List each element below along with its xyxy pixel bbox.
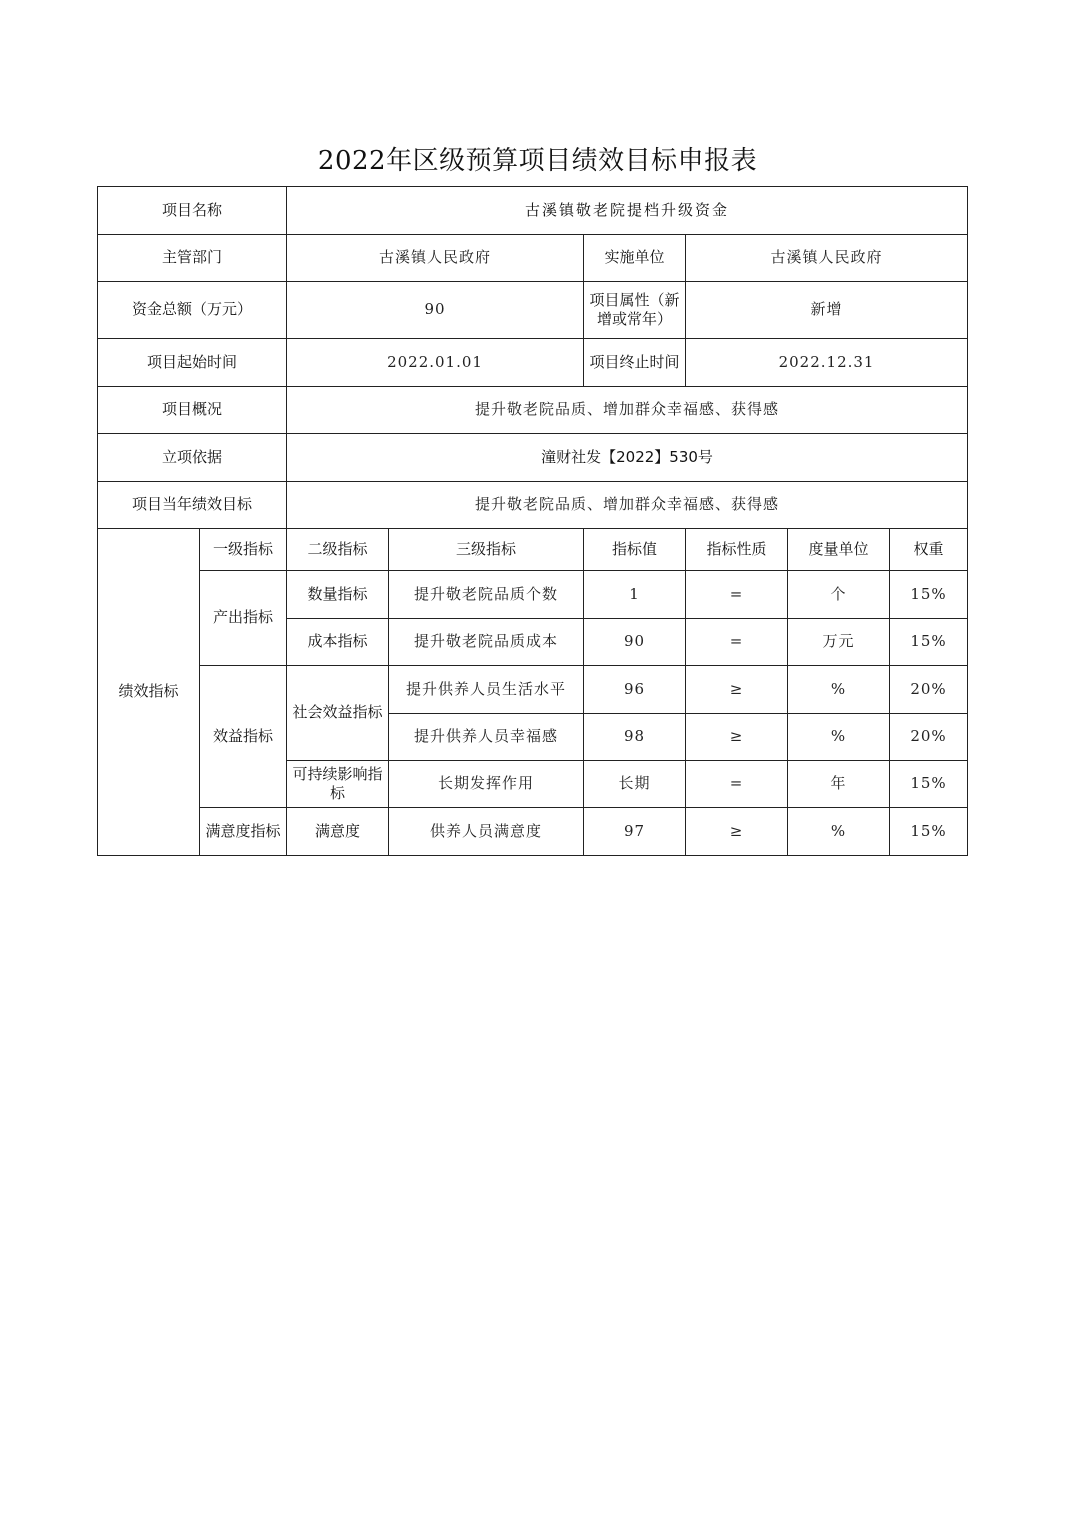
level3-cell: 提升敬老院品质个数 bbox=[389, 571, 584, 619]
value-cell: 98 bbox=[584, 714, 686, 761]
table-row bbox=[98, 571, 968, 619]
header-level2: 二级指标 bbox=[287, 529, 389, 571]
row-project-name bbox=[98, 187, 968, 235]
start-label: 项目起始时间 bbox=[98, 339, 287, 387]
page-title: 2022年区级预算项目绩效目标申报表 bbox=[317, 146, 758, 176]
weight-cell: 15% bbox=[890, 761, 968, 808]
overview-label: 项目概况 bbox=[98, 387, 287, 434]
end-label: 项目终止时间 bbox=[584, 339, 686, 387]
perf-label: 绩效指标 bbox=[98, 529, 200, 856]
header-level3: 三级指标 bbox=[389, 529, 584, 571]
weight-cell: 15% bbox=[890, 571, 968, 619]
attr-value: 新增 bbox=[686, 282, 968, 339]
nature-cell: ≥ bbox=[686, 714, 788, 761]
level2-satisfaction: 满意度 bbox=[287, 808, 389, 856]
row-overview bbox=[98, 387, 968, 434]
unit-cell: 年 bbox=[788, 761, 890, 808]
project-name-label: 项目名称 bbox=[98, 187, 287, 235]
level1-satisfaction: 满意度指标 bbox=[200, 808, 287, 856]
goal-value: 提升敬老院品质、增加群众幸福感、获得感 bbox=[287, 482, 968, 529]
nature-cell: ≥ bbox=[686, 666, 788, 714]
start-value: 2022.01.01 bbox=[287, 339, 584, 387]
performance-form-table bbox=[97, 186, 968, 856]
amount-label: 资金总额（万元） bbox=[98, 282, 287, 339]
nature-cell: = bbox=[686, 761, 788, 808]
level3-cell: 提升供养人员生活水平 bbox=[389, 666, 584, 714]
dept-value: 古溪镇人民政府 bbox=[287, 235, 584, 282]
row-amount bbox=[98, 282, 968, 339]
basis-value: 潼财社发【2022】530号 bbox=[287, 434, 968, 482]
unit-cell: % bbox=[788, 714, 890, 761]
row-department bbox=[98, 235, 968, 282]
header-level1: 一级指标 bbox=[200, 529, 287, 571]
row-goal bbox=[98, 482, 968, 529]
header-nature: 指标性质 bbox=[686, 529, 788, 571]
value-cell: 长期 bbox=[584, 761, 686, 808]
value-cell: 1 bbox=[584, 571, 686, 619]
basis-label: 立项依据 bbox=[98, 434, 287, 482]
project-name-value: 古溪镇敬老院提档升级资金 bbox=[287, 187, 968, 235]
level3-cell: 提升供养人员幸福感 bbox=[389, 714, 584, 761]
level3-cell: 提升敬老院品质成本 bbox=[389, 619, 584, 666]
overview-value: 提升敬老院品质、增加群众幸福感、获得感 bbox=[287, 387, 968, 434]
end-value: 2022.12.31 bbox=[686, 339, 968, 387]
value-cell: 90 bbox=[584, 619, 686, 666]
impl-label: 实施单位 bbox=[584, 235, 686, 282]
unit-cell: % bbox=[788, 666, 890, 714]
value-cell: 97 bbox=[584, 808, 686, 856]
unit-cell: % bbox=[788, 808, 890, 856]
row-basis bbox=[98, 434, 968, 482]
row-dates bbox=[98, 339, 968, 387]
nature-cell: ≥ bbox=[686, 808, 788, 856]
value-cell: 96 bbox=[584, 666, 686, 714]
weight-cell: 15% bbox=[890, 808, 968, 856]
header-value: 指标值 bbox=[584, 529, 686, 571]
level3-cell: 供养人员满意度 bbox=[389, 808, 584, 856]
level2-sustainable: 可持续影响指标 bbox=[287, 761, 389, 808]
nature-cell: = bbox=[686, 571, 788, 619]
dept-label: 主管部门 bbox=[98, 235, 287, 282]
level2-cost: 成本指标 bbox=[287, 619, 389, 666]
weight-cell: 20% bbox=[890, 666, 968, 714]
level1-output: 产出指标 bbox=[200, 571, 287, 666]
table-row bbox=[98, 808, 968, 856]
header-unit: 度量单位 bbox=[788, 529, 890, 571]
header-weight: 权重 bbox=[890, 529, 968, 571]
nature-cell: = bbox=[686, 619, 788, 666]
amount-value: 90 bbox=[287, 282, 584, 339]
weight-cell: 15% bbox=[890, 619, 968, 666]
level1-benefit: 效益指标 bbox=[200, 666, 287, 808]
unit-cell: 个 bbox=[788, 571, 890, 619]
level2-social: 社会效益指标 bbox=[287, 666, 389, 761]
weight-cell: 20% bbox=[890, 714, 968, 761]
level3-cell: 长期发挥作用 bbox=[389, 761, 584, 808]
impl-value: 古溪镇人民政府 bbox=[686, 235, 968, 282]
attr-label: 项目属性（新增或常年） bbox=[584, 282, 686, 339]
goal-label: 项目当年绩效目标 bbox=[98, 482, 287, 529]
level2-quantity: 数量指标 bbox=[287, 571, 389, 619]
perf-header-row bbox=[98, 529, 968, 571]
table-row bbox=[98, 666, 968, 714]
unit-cell: 万元 bbox=[788, 619, 890, 666]
